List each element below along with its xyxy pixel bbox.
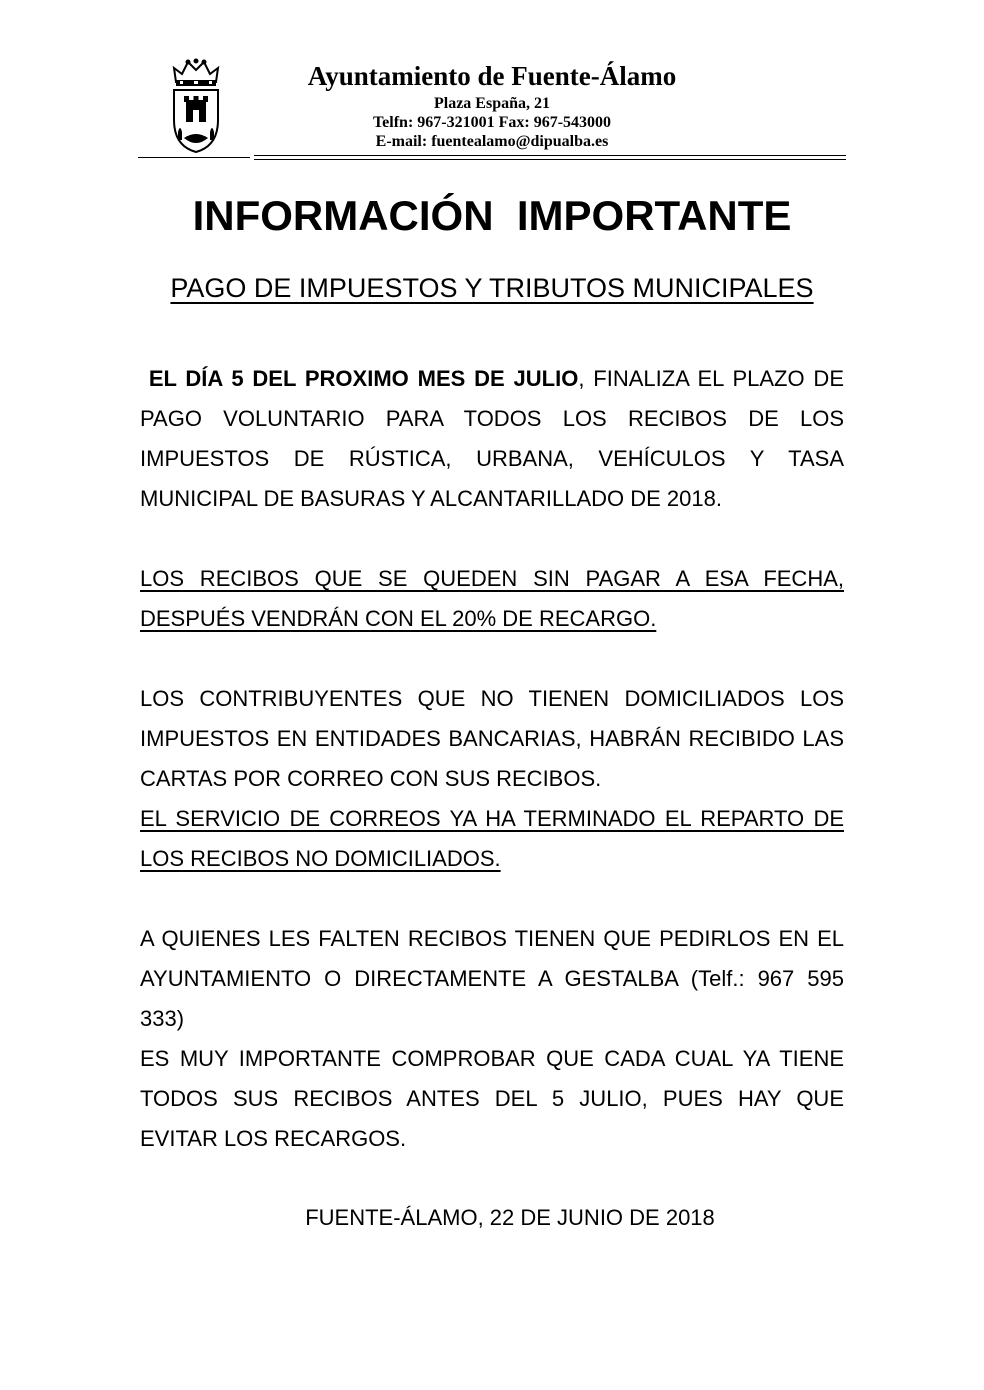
deadline-text: , FINALIZA EL PLAZO DE PAGO VOLUNTARIO PARA TODOS LOS RECIBOS DE LOS IMPUESTOS DE RÚSTICA, URBANA, VEHÍCULOS Y TASA MUNICIPAL DE BASURAS Y ALCANTARILLADO DE 2018.: [140, 366, 844, 511]
letterhead: [138, 58, 846, 162]
municipal-coat-of-arms-icon: [168, 58, 224, 154]
paragraph-taxpayers: LOS CONTRIBUYENTES QUE NO TIENEN DOMICILIADOS LOS IMPUESTOS EN ENTIDADES BANCARIAS, HABRÁN RECIBIDO LAS CARTAS POR CORREO CON SUS RECIBOS.: [140, 686, 844, 791]
header-divider-short: [138, 157, 250, 158]
deadline-emphasis: EL DÍA 5 DEL PROXIMO MES DE JULIO: [148, 366, 579, 391]
paragraph-mail-service: EL SERVICIO DE CORREOS YA HA TERMINADO EL REPARTO DE LOS RECIBOS NO DOMICILIADOS.: [140, 806, 844, 871]
organization-email: E-mail: fuentealamo@dipualba.es: [375, 133, 609, 150]
organization-block: [248, 58, 736, 151]
paragraph-surcharge: LOS RECIBOS QUE SE QUEDEN SIN PAGAR A ESA FECHA, DESPUÉS VENDRÁN CON EL 20% DE RECARGO.: [140, 566, 844, 631]
page-title: INFORMACIÓN IMPORTANTE: [192, 192, 792, 239]
page-subtitle: PAGO DE IMPUESTOS Y TRIBUTOS MUNICIPALES: [170, 273, 814, 303]
paragraph-missing-receipts: A QUIENES LES FALTEN RECIBOS TIENEN QUE PEDIRLOS EN EL AYUNTAMIENTO O DIRECTAMENTE A GESTALBA (Telf.: 967 595 333): [140, 926, 844, 1031]
header-divider-long-top: [254, 155, 846, 156]
paragraph-deadline: [140, 359, 844, 519]
organization-name: Ayuntamiento de Fuente-Álamo: [307, 61, 677, 91]
header-divider-long-bottom: [254, 159, 846, 160]
paragraph-check-receipts: ES MUY IMPORTANTE COMPROBAR QUE CADA CUAL YA TIENE TODOS SUS RECIBOS ANTES DEL 5 JULIO, PUES HAY QUE EVITAR LOS RECARGOS.: [140, 1046, 844, 1151]
organization-phone-fax: Telfn: 967-321001 Fax: 967-543000: [372, 114, 612, 131]
organization-address: Plaza España, 21: [433, 95, 550, 112]
notice-body: [140, 359, 844, 1159]
place-and-date: FUENTE-ÁLAMO, 22 DE JUNIO DE 2018: [305, 1205, 715, 1230]
